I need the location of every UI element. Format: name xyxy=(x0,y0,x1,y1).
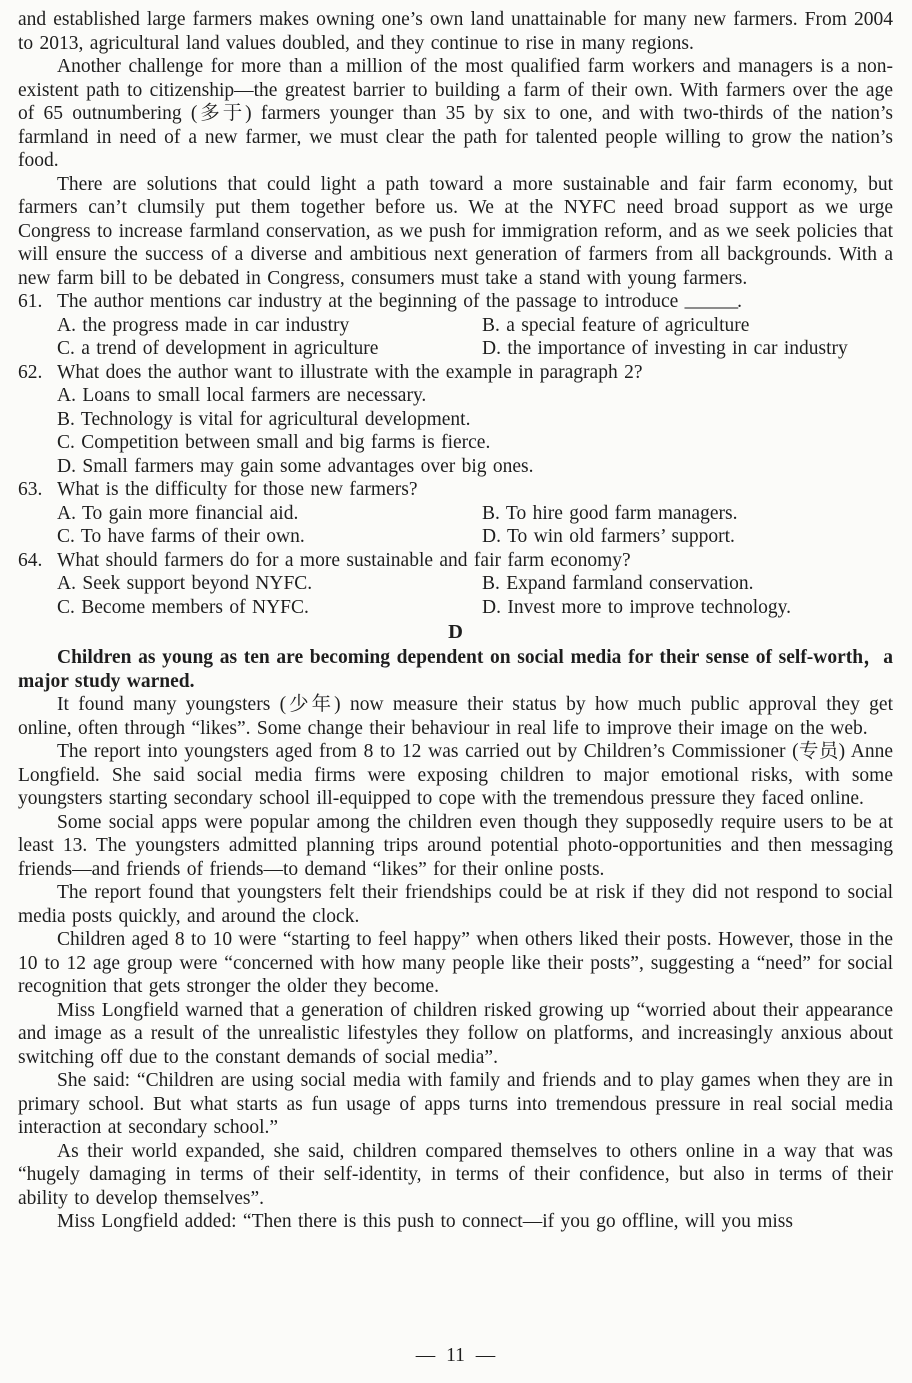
option-text: Competition between small and big farms is fierce. xyxy=(81,432,491,453)
option-b xyxy=(482,502,893,526)
option-d xyxy=(482,525,893,549)
option-label: B. xyxy=(482,314,500,336)
question-61 xyxy=(18,290,893,361)
question-stem: What should farmers do for a more sustainable and fair farm economy? xyxy=(57,549,631,571)
option-a xyxy=(57,572,482,596)
option-label: C. xyxy=(57,596,75,618)
page-number: — 11 — xyxy=(415,1344,496,1366)
option-label: B. xyxy=(482,502,500,524)
question-stem-period: . xyxy=(737,291,743,312)
option-text: Become members of NYFC. xyxy=(81,596,309,618)
paragraph: Children aged 8 to 10 were “starting to feel happy” when others liked their posts. However, those in the 10 to 12 age group were “concerned with how many people like their posts”, suggesting a “need” for social recognition that gets stronger the older they become. xyxy=(18,929,893,997)
option-a xyxy=(57,384,893,408)
option-c xyxy=(57,431,893,455)
option-a xyxy=(57,314,482,338)
option-label: B. xyxy=(57,408,75,430)
paragraph: Miss Longfield warned that a generation of children risked growing up “worried about their appearance and image as a result of the unrealistic lifestyles they follow on platforms, and increasingly anxious about switching off due to the constant demands of social media”. xyxy=(18,999,893,1068)
question-64 xyxy=(18,549,893,620)
question-stem: What does the author want to illustrate with the example in paragraph 2? xyxy=(57,361,643,383)
option-c xyxy=(57,337,482,361)
option-text: Expand farmland conservation. xyxy=(506,573,754,594)
option-text: To win old farmers’ support. xyxy=(507,526,735,547)
option-label: D. xyxy=(482,526,501,547)
paragraph: There are solutions that could light a path toward a more sustainable and fair farm economy, but farmers can’t clumsily put them together before us. We at the NYFC need broad support as we urge Congress to increase farmland conservation, as we push for immigration reform, and as we seek policies that will ensure the success of a diverse and ambitious next generation of farmers from all backgrounds. With a new farm bill to be debated in Congress, consumers must take a stand with young farmers. xyxy=(18,173,893,289)
section-d-header: D xyxy=(448,621,463,643)
option-text: Technology is vital for agricultural development. xyxy=(80,408,471,430)
option-label: D. xyxy=(482,338,501,359)
question-number: 64. xyxy=(18,549,43,571)
option-label: A. xyxy=(57,385,76,406)
section-d xyxy=(18,619,893,1234)
passage-c-continuation xyxy=(18,8,893,290)
option-label: A. xyxy=(57,314,76,336)
question-number: 63. xyxy=(18,479,43,500)
paragraph: and established large farmers makes owning one’s own land unattainable for many new farmers. From 2004 to 2013, agricultural land values doubled, and they continue to rise in many regions. xyxy=(18,9,893,54)
question-stem-text: The author mentions car industry at the beginning of the passage to introduce xyxy=(57,291,685,312)
paragraph: It found many youngsters (少年) now measure their status by how much public approval they get online, often through “likes”. Some change their behaviour in real life to improve their image on the web. xyxy=(18,694,893,739)
paragraph: She said: “Children are using social media with family and friends and to play games when they are in primary school. But what starts as fun usage of apps turns into tremendous pressure in real social media interaction at secondary school.” xyxy=(18,1070,893,1138)
option-text: Invest more to improve technology. xyxy=(507,596,791,618)
option-label: C. xyxy=(57,526,75,547)
option-text: Seek support beyond NYFC. xyxy=(82,573,313,594)
section-d-lead: Children as young as ten are becoming dependent on social media for their sense of self-worth，a major study warned. xyxy=(18,647,893,692)
paragraph: Miss Longfield added: “Then there is this push to connect—if you go offline, will you miss xyxy=(57,1211,793,1232)
option-text: Loans to small local farmers are necessary. xyxy=(82,385,427,406)
option-b xyxy=(482,572,893,596)
option-label: D. xyxy=(57,455,76,477)
option-text: a trend of development in agriculture xyxy=(81,338,379,359)
option-label: B. xyxy=(482,573,500,594)
option-c xyxy=(57,525,482,549)
question-number: 61. xyxy=(18,291,43,312)
option-text: the importance of investing in car industry xyxy=(507,338,848,359)
question-63 xyxy=(18,478,893,549)
option-text: To gain more financial aid. xyxy=(82,502,299,524)
option-a xyxy=(57,502,482,526)
option-text: a special feature of agriculture xyxy=(506,314,750,336)
reading-questions xyxy=(18,290,893,619)
option-b xyxy=(482,314,893,338)
option-d xyxy=(482,596,893,620)
option-c xyxy=(57,596,482,620)
option-label: C. xyxy=(57,338,75,359)
paragraph: Some social apps were popular among the children even though they supposedly require users to be at least 13. The youngsters admitted planning trips around potential photo-opportunities and then messaging friends—and friends of friends—to demand “likes” for their online posts. xyxy=(18,811,893,880)
option-text: To hire good farm managers. xyxy=(505,502,738,524)
question-62 xyxy=(18,361,893,479)
option-text: To have farms of their own. xyxy=(80,526,305,547)
answer-blank: ______ xyxy=(684,290,738,311)
option-label: A. xyxy=(57,573,76,594)
option-label: A. xyxy=(57,502,76,524)
option-d xyxy=(57,455,893,479)
option-d xyxy=(482,337,893,361)
option-b xyxy=(57,408,893,432)
option-label: D. xyxy=(482,596,501,618)
paragraph: As their world expanded, she said, children compared themselves to others online in a way that was “hugely damaging in terms of their self-identity, in terms of their confidence, but also in terms of their ability to develop themselves”. xyxy=(18,1140,893,1209)
question-stem: What is the difficulty for those new farmers? xyxy=(57,479,418,500)
paragraph: The report into youngsters aged from 8 to 12 was carried out by Children’s Commissioner (专员) Anne Longfield. She said social media firms were exposing children to major emotional risks, with some youngsters starting secondary school ill-equipped to cope with the tremendous pressure they faced online. xyxy=(18,741,893,809)
option-label: C. xyxy=(57,432,75,453)
option-text: Small farmers may gain some advantages over big ones. xyxy=(82,455,534,477)
paragraph: Another challenge for more than a million of the most qualified farm workers and managers is a non-existent path to citizenship—the greatest barrier to building a farm of their own. With farmers over the age of 65 outnumbering (多于) farmers younger than 35 by six to one, and with two-thirds of the nation’s farmland in need of a new farmer, we must clear the path for talented people willing to grow the nation’s food. xyxy=(18,56,893,171)
question-stem xyxy=(57,290,893,314)
paragraph: The report found that youngsters felt their friendships could be at risk if they did not respond to social media posts quickly, and around the clock. xyxy=(18,882,893,927)
question-number: 62. xyxy=(18,361,43,383)
option-text: the progress made in car industry xyxy=(82,314,350,336)
